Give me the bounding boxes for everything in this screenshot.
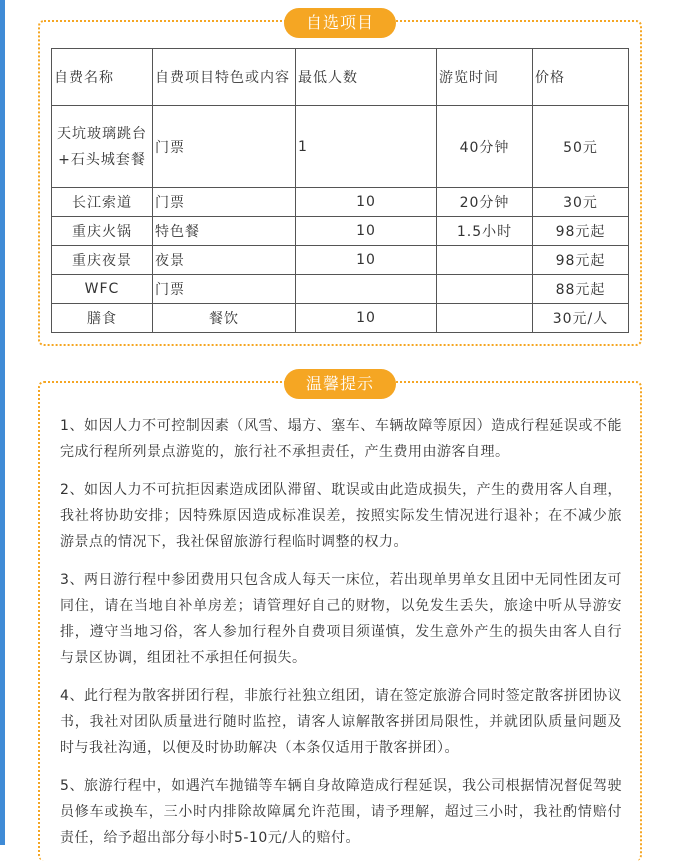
cell-duration: 20分钟 — [437, 188, 533, 217]
tip-item: 5、旅游行程中，如遇汽车抛锚等车辆自身故障造成行程延误，我公司根据情况督促驾驶员修车或换车，三小时内排除故障属允许范围，请予理解，超过三小时，我社酌情赔付责任，给予超出部分每小时5-10元/人的赔付。 — [60, 778, 622, 846]
tips-section — [38, 374, 642, 861]
table-row — [52, 304, 629, 333]
cell-name: 长江索道 — [52, 188, 153, 217]
cell-feature: 餐饮 — [153, 304, 296, 333]
table-row — [52, 217, 629, 246]
table-row — [52, 188, 629, 217]
cell-duration: 1.5小时 — [437, 217, 533, 246]
tip-item: 3、两日游行程中参团费用只包含成人每天一床位，若出现单男单女且团中无同性团友可同住，请在当地自补单房差；请管理好自己的财物，以免发生丢失，旅途中听从导游安排，遵守当地习俗，客人参加行程外自费项目须谨慎，发生意外产生的损失由客人自行与景区协调，组团社不承担任何损失。 — [60, 572, 622, 666]
cell-min-people — [296, 275, 437, 304]
cell-min-people: 10 — [296, 246, 437, 275]
cell-price: 88元起 — [533, 275, 629, 304]
header-name: 自费名称 — [52, 49, 153, 106]
cell-feature: 门票 — [153, 106, 296, 188]
cell-min-people: 10 — [296, 188, 437, 217]
cell-min-people: 10 — [296, 304, 437, 333]
optional-items-title: 自选项目 — [284, 8, 396, 38]
cell-duration — [437, 275, 533, 304]
cell-price: 98元起 — [533, 246, 629, 275]
table-row — [52, 106, 629, 188]
optional-items-table — [51, 48, 629, 333]
tip-item: 2、如因人力不可抗拒因素造成团队滞留、耽误或由此造成损失，产生的费用客人自理，我社将协助安排；因特殊原因造成标准误差，按照实际发生情况进行退补；在不减少旅游景点的情况下，我社保留旅游行程临时调整的权力。 — [60, 482, 622, 550]
tip-item: 4、此行程为散客拼团行程，非旅行社独立组团，请在签定旅游合同时签定散客拼团协议书，我社对团队质量进行随时监控，请客人谅解散客拼团局限性，并就团队质量问题及时与我社沟通，以便及时协助解决（本条仅适用于散客拼团）。 — [60, 688, 622, 756]
cell-price: 30元 — [533, 188, 629, 217]
cell-duration — [437, 246, 533, 275]
header-duration: 游览时间 — [437, 49, 533, 106]
table-row — [52, 246, 629, 275]
table-header-row — [52, 49, 629, 106]
cell-name: 重庆火锅 — [52, 217, 153, 246]
cell-name: WFC — [52, 275, 153, 304]
cell-price: 50元 — [533, 106, 629, 188]
left-accent-bar — [0, 0, 5, 845]
cell-feature: 门票 — [153, 275, 296, 304]
cell-min-people: 10 — [296, 217, 437, 246]
tips-list — [60, 413, 622, 863]
cell-duration: 40分钟 — [437, 106, 533, 188]
header-min-people: 最低人数 — [296, 49, 437, 106]
table-row — [52, 275, 629, 304]
cell-feature: 夜景 — [153, 246, 296, 275]
header-feature: 自费项目特色或内容 — [153, 49, 296, 106]
optional-items-section — [38, 13, 642, 346]
cell-name: 重庆夜景 — [52, 246, 153, 275]
cell-duration — [437, 304, 533, 333]
cell-min-people: 1 — [296, 106, 437, 188]
header-price: 价格 — [533, 49, 629, 106]
cell-price: 98元起 — [533, 217, 629, 246]
cell-name: 膳食 — [52, 304, 153, 333]
tips-title: 温馨提示 — [284, 369, 396, 399]
cell-price: 30元/人 — [533, 304, 629, 333]
cell-feature: 门票 — [153, 188, 296, 217]
cell-name: 天坑玻璃跳台+石头城套餐 — [52, 106, 153, 188]
cell-feature: 特色餐 — [153, 217, 296, 246]
tip-item: 1、如因人力不可控制因素（风雪、塌方、塞车、车辆故障等原因）造成行程延误或不能完成行程所列景点游览的，旅行社不承担责任，产生费用由游客自理。 — [60, 418, 622, 460]
